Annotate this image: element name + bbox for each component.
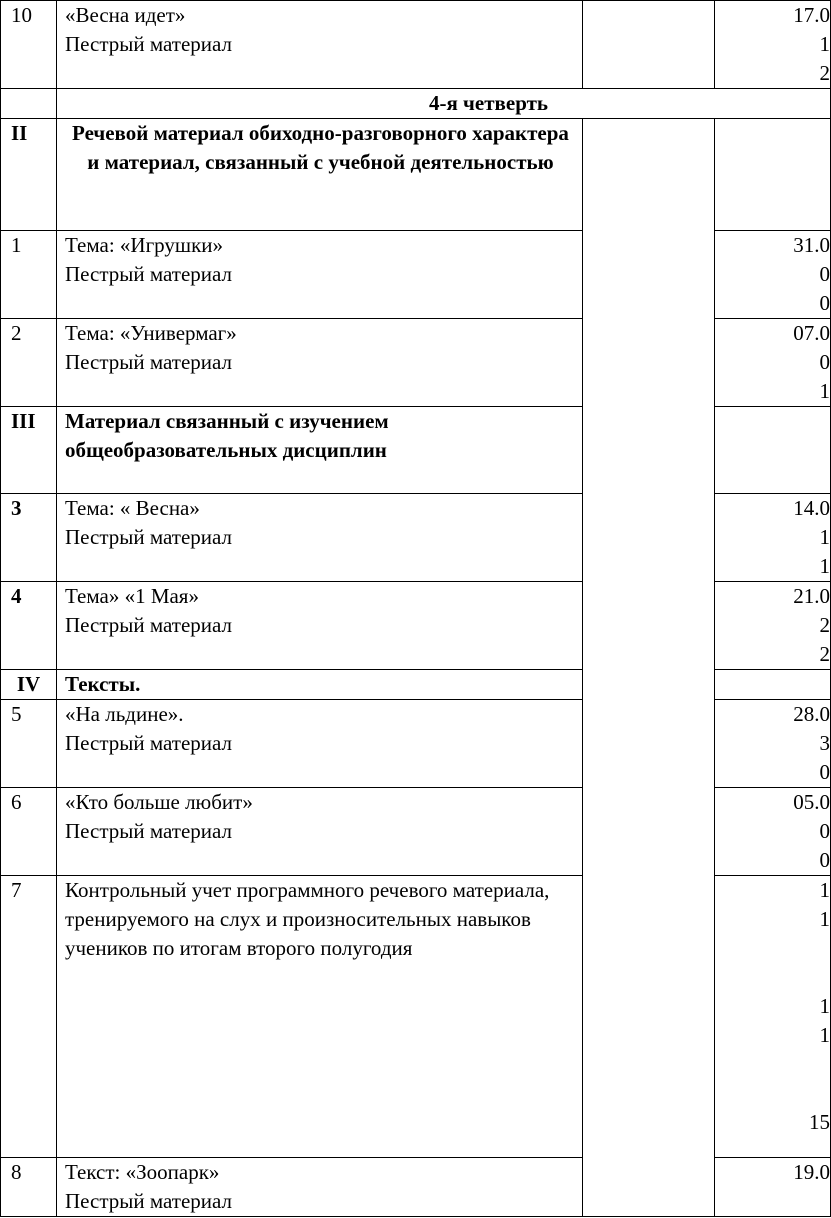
date-cell: 21.0 2 2 bbox=[715, 582, 831, 670]
table-row bbox=[1, 1, 831, 89]
row-number: 8 bbox=[1, 1158, 57, 1217]
date-cell bbox=[715, 407, 831, 494]
date-cell bbox=[715, 119, 831, 231]
row-number: 7 bbox=[1, 876, 57, 1158]
hours-column bbox=[583, 119, 715, 1217]
date-cell: 19.0 bbox=[715, 1158, 831, 1217]
lesson-topic: Контрольный учет программного речевого материала, тренируемого на слух и произносительных навыков учеников по итогам второго полугодия bbox=[57, 876, 583, 1158]
row-number: 3 bbox=[1, 494, 57, 582]
lesson-topic: «На льдине». Пестрый материал bbox=[57, 700, 583, 788]
lesson-topic: Тема: «Игрушки» Пестрый материал bbox=[57, 231, 583, 319]
hours-cell bbox=[583, 1, 715, 89]
date-cell: 1 1 1 1 15 bbox=[715, 876, 831, 1158]
date-cell: 31.0 0 0 bbox=[715, 231, 831, 319]
date-cell bbox=[715, 670, 831, 700]
row-number: 10 bbox=[1, 1, 57, 89]
date-cell: 14.0 1 1 bbox=[715, 494, 831, 582]
row-number: 2 bbox=[1, 319, 57, 407]
row-number: 1 bbox=[1, 231, 57, 319]
row-number: 6 bbox=[1, 788, 57, 876]
section-title: Материал связанный с изучением общеобразовательных дисциплин bbox=[57, 407, 583, 494]
lesson-topic: Тема» «1 Мая» Пестрый материал bbox=[57, 582, 583, 670]
section-number: IV bbox=[1, 670, 57, 700]
date-cell: 17.0 1 2 bbox=[715, 1, 831, 89]
date-cell: 28.0 3 0 bbox=[715, 700, 831, 788]
quarter-header-row bbox=[1, 89, 831, 119]
section-title: Речевой материал обиходно-разговорного характера и материал, связанный с учебной деятельностью bbox=[57, 119, 583, 231]
date-cell: 07.0 0 1 bbox=[715, 319, 831, 407]
quarter-title: 4-я четверть bbox=[57, 89, 831, 119]
lesson-topic: Тема: «Универмаг» Пестрый материал bbox=[57, 319, 583, 407]
lesson-topic: Текст: «Зоопарк» Пестрый материал bbox=[57, 1158, 583, 1217]
row-number: 5 bbox=[1, 700, 57, 788]
lesson-topic: «Весна идет» Пестрый материал bbox=[57, 1, 583, 89]
section-number: III bbox=[1, 407, 57, 494]
section-number: II bbox=[1, 119, 57, 231]
section-row bbox=[1, 119, 831, 231]
date-cell: 05.0 0 0 bbox=[715, 788, 831, 876]
row-number bbox=[1, 89, 57, 119]
section-title: Тексты. bbox=[57, 670, 583, 700]
lesson-topic: Тема: « Весна» Пестрый материал bbox=[57, 494, 583, 582]
row-number: 4 bbox=[1, 582, 57, 670]
lesson-topic: «Кто больше любит» Пестрый материал bbox=[57, 788, 583, 876]
